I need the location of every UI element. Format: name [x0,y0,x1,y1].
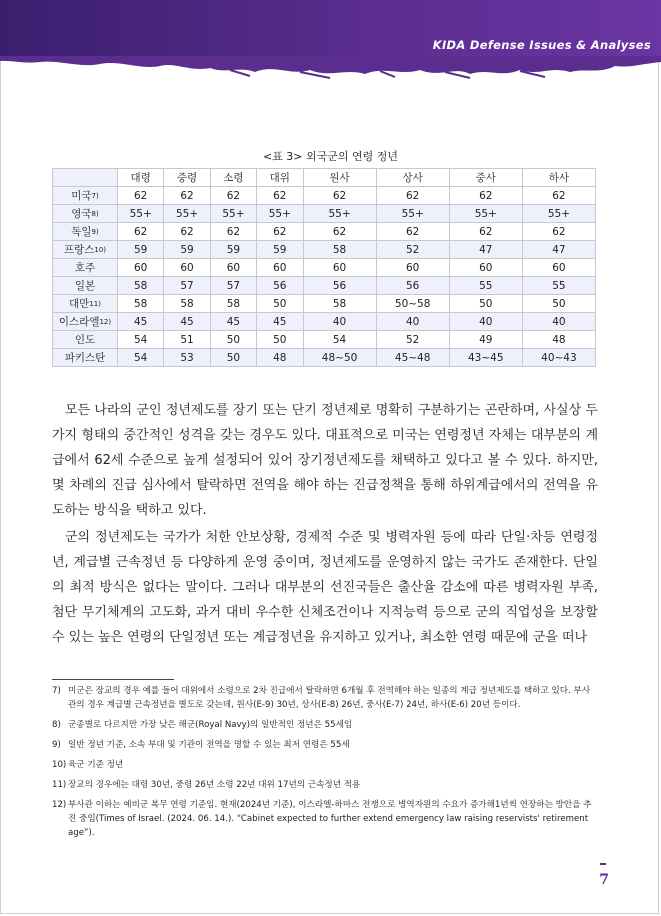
table-cell: 55+ [118,205,164,223]
footnote-ref: 7) [91,192,99,200]
footnote-text: 장교의 경우에는 대령 30년, 중령 26년 소령 22년 대위 17년의 근속정년 적용 [68,780,361,790]
footnote-ref: 12) [99,318,112,326]
column-header: 소령 [210,169,256,187]
table-cell: 45 [164,313,210,331]
row-country [53,313,118,331]
table-cell: 40 [303,313,376,331]
table-cell: 48 [257,349,303,367]
table-cell: 50 [210,349,256,367]
country-name: 일본 [74,280,96,292]
table-caption: <표 3> 외국군의 연령 정년 [262,150,399,163]
column-header: 원사 [303,169,376,187]
table-row [53,187,596,205]
footnote-number: 11) [52,780,67,790]
table-cell: 55+ [164,205,210,223]
table-cell: 59 [257,241,303,259]
column-header: 중령 [164,169,210,187]
column-header: 대령 [118,169,164,187]
table-cell: 58 [118,295,164,313]
table-cell: 55+ [449,205,522,223]
table-row [53,241,596,259]
footnote-ref: 9) [91,228,99,236]
table-cell: 59 [118,241,164,259]
table-cell: 50 [210,331,256,349]
table-row [53,331,596,349]
table-cell: 62 [210,223,256,241]
table-cell: 62 [522,223,595,241]
table-cell: 62 [303,223,376,241]
country-name: 프랑스 [63,244,95,256]
table-row [53,295,596,313]
table-cell: 55+ [376,205,449,223]
table-cell: 62 [118,187,164,205]
table-cell: 62 [210,187,256,205]
table-cell: 40 [449,313,522,331]
table-cell: 40~43 [522,349,595,367]
footnote-item [52,738,598,752]
table-cell: 56 [303,277,376,295]
table-cell: 62 [257,223,303,241]
table-cell: 62 [118,223,164,241]
table-cell: 60 [376,259,449,277]
table-cell: 60 [118,259,164,277]
country-name: 파키스탄 [64,352,106,364]
table-cell: 60 [257,259,303,277]
table-row [53,223,596,241]
table-cell: 52 [376,331,449,349]
table-cell: 62 [449,187,522,205]
row-country [53,277,118,295]
table-cell: 48 [522,331,595,349]
table-cell: 60 [522,259,595,277]
body-paragraph-1 [52,398,598,523]
table-cell: 58 [303,295,376,313]
country-name: 미국 [71,190,92,202]
table-corner-cell [53,169,118,187]
table-cell: 45 [257,313,303,331]
footnote-divider [52,679,174,680]
paragraph-1-text: 모든 나라의 군인 정년제도를 장기 또는 단기 정년제로 명확히 구분하기는 곤란하며, 사실상 두 가지 형태의 중간적인 성격을 갖는 경우도 있다. 대표적으로 미국는 연령정년 자체는 대부분의 계급에서 62세 수준으로 높게 설정되어 있어 장기정년제도를 채택하고 있다고 볼 수 있다. 하지만, 몇 차례의 진급 심사에서 탈락하면 전역을 해야 하는 진급정책을 통해 하위계급에서의 전역을 유도하는 방식을 택하고 있다. [52,403,598,518]
brush-stroke-decoration [0,52,661,82]
table-row [53,349,596,367]
column-header: 상사 [376,169,449,187]
header-title: KIDA Defense Issues & Analyses [432,38,651,52]
table-cell: 62 [522,187,595,205]
table-cell: 55+ [522,205,595,223]
column-header: 중사 [449,169,522,187]
table-cell: 55 [449,277,522,295]
footnote-number: 7) [52,686,61,696]
table-cell: 53 [164,349,210,367]
table-cell: 58 [210,295,256,313]
table-cell: 52 [376,241,449,259]
table-row [53,313,596,331]
table-cell: 62 [164,187,210,205]
table-cell: 51 [164,331,210,349]
footnote-number: 10) [52,760,67,770]
row-country [53,223,118,241]
table-cell: 48~50 [303,349,376,367]
table-cell: 55+ [210,205,256,223]
footnote-item [52,778,598,792]
footnote-ref: 8) [91,210,99,218]
table-cell: 54 [118,349,164,367]
row-country [53,259,118,277]
country-name: 대만 [69,298,90,310]
table-row [53,259,596,277]
table-cell: 58 [164,295,210,313]
table-cell: 58 [303,241,376,259]
table-cell: 59 [210,241,256,259]
table-cell: 60 [449,259,522,277]
country-name: 독일 [71,226,92,238]
table-cell: 57 [210,277,256,295]
footnote-item [52,798,598,840]
row-country [53,205,118,223]
country-name: 영국 [71,208,92,220]
country-name: 인도 [74,334,96,346]
page-number-mark [600,863,606,865]
row-country [53,241,118,259]
table-cell: 56 [257,277,303,295]
table-cell: 62 [376,223,449,241]
table-header-row [53,169,596,187]
footnotes [52,684,598,846]
table-cell: 59 [164,241,210,259]
footnote-item [52,718,598,732]
table-cell: 40 [522,313,595,331]
table-cell: 55+ [257,205,303,223]
table-cell: 54 [118,331,164,349]
table-cell: 50 [522,295,595,313]
country-name: 이스라엘 [58,316,100,328]
row-country [53,295,118,313]
table-cell: 45 [210,313,256,331]
footnote-text: 육군 기준 정년 [68,760,124,770]
table-row [53,277,596,295]
footnote-text: 부사관 이하는 예비군 복무 연령 기준임. 현재(2024년 기준), 이스라엘-하마스 전쟁으로 병역자원의 수요가 증가해1년씩 연장하는 방안을 추진 중임(Times of Israel. (2024. 06. 14.). “Cabinet expected to further extend emergency law raising reservists' retirement age”). [68,800,592,838]
table-cell: 47 [449,241,522,259]
table-cell: 57 [164,277,210,295]
table-cell: 62 [303,187,376,205]
footnote-number: 9) [52,740,61,750]
table-cell: 50~58 [376,295,449,313]
footnote-text: 미군은 장교의 경우 예를 들어 대위에서 소령으로 2차 진급에서 탈락하면 6개월 후 전역해야 하는 일종의 계급 정년제도를 택하고 있다. 부사관의 경우 계급별 근속정년을 별도로 갖는데, 원사(E-9) 30년, 상사(E-8) 26년, 중사(E-7) 24년, 하사(E-6) 20년 등이다. [68,686,591,710]
country-name: 호주 [74,262,96,274]
table-cell: 62 [376,187,449,205]
table-cell: 58 [118,277,164,295]
column-header: 하사 [522,169,595,187]
table-cell: 45~48 [376,349,449,367]
table-cell: 62 [449,223,522,241]
footnote-text: 일반 정년 기준, 소속 부대 및 기관이 전역을 명할 수 있는 최저 연령은 55세 [68,740,350,750]
table-cell: 55+ [303,205,376,223]
paragraph-2-text: 군의 정년제도는 국가가 처한 안보상황, 경제적 수준 및 병력자원 등에 따라 단일·차등 연령정년, 계급별 근속정년 등 다양하게 운영 중이며, 정년제도를 운영하지 않는 국가도 존재한다. 단일의 최적 방식은 없다는 말이다. 그러나 대부분의 선진국들은 출산율 감소에 따른 병력자원 부족, 첨단 무기체계의 고도화, 과거 대비 우수한 신체조건이나 지적능력 등으로 군의 직업성을 보장할 수 있는 높은 연령의 단일정년 또는 계급정년을 유지하고 있거나, 최소한 연령 때문에 군을 떠나 [52,530,598,645]
table-cell: 47 [522,241,595,259]
retirement-age-table [52,168,596,367]
table-cell: 60 [210,259,256,277]
table-cell: 56 [376,277,449,295]
header-bar [0,0,661,56]
table-cell: 50 [257,331,303,349]
table-cell: 45 [118,313,164,331]
table-cell: 40 [376,313,449,331]
table-row [53,205,596,223]
table-cell: 43~45 [449,349,522,367]
table-cell: 60 [303,259,376,277]
table-cell: 55 [522,277,595,295]
footnote-item [52,758,598,772]
table-cell: 54 [303,331,376,349]
footnote-text: 군종별로 다르지만 가장 낮은 해군(Royal Navy)의 일반적인 정년은 55세임 [68,720,353,730]
footnote-ref: 11) [89,300,101,308]
table-cell: 49 [449,331,522,349]
footnote-number: 12) [52,800,67,810]
table-cell: 60 [164,259,210,277]
table-cell: 50 [257,295,303,313]
page-number: 7 [599,872,609,888]
row-country [53,331,118,349]
footnote-ref: 10) [94,246,107,254]
footnote-number: 8) [52,720,61,730]
row-country [53,187,118,205]
row-country [53,349,118,367]
column-header: 대위 [257,169,303,187]
table-cell: 62 [164,223,210,241]
body-paragraph-2 [52,525,598,650]
footnote-item [52,684,598,712]
table-cell: 62 [257,187,303,205]
table-cell: 50 [449,295,522,313]
